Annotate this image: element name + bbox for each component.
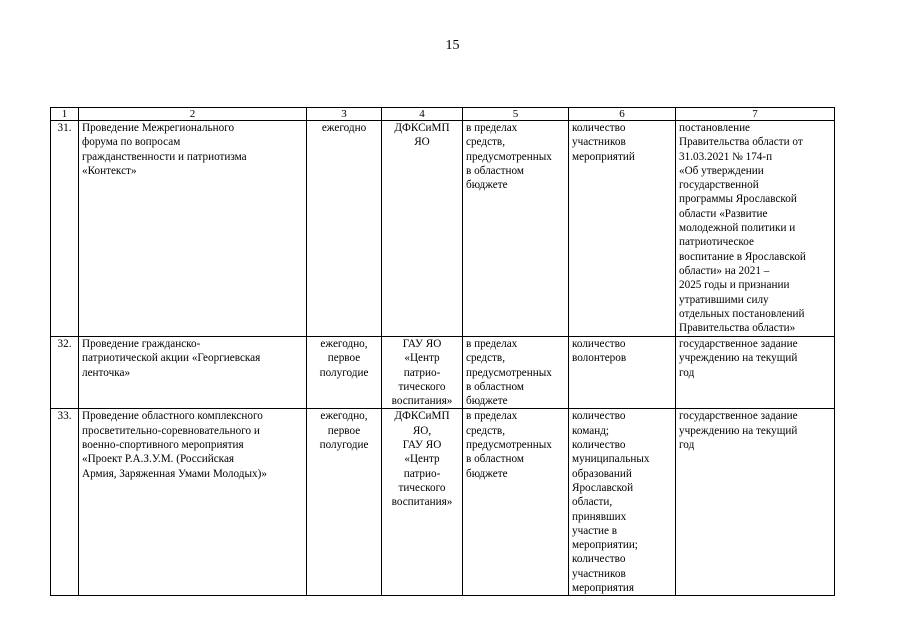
cell-text-line: количество (572, 338, 626, 350)
cell-text-line: количество (572, 553, 626, 566)
basis-cell (676, 409, 835, 596)
row-number-cell: 31. (51, 121, 79, 337)
cell-text-line: военно-спортивного мероприятия (82, 439, 244, 452)
cell-text-line: воспитание в Ярославской (679, 250, 806, 263)
cell-text-line: муниципальных (572, 453, 650, 466)
cell-text-line: ДФКСиМП (394, 122, 450, 134)
executor-cell (382, 121, 463, 337)
cell-text-line: ЯО, (412, 424, 432, 437)
cell-text-line: «Центр (404, 352, 440, 365)
cell-text-line: средств, (466, 352, 506, 365)
cell-text-line: отдельных постановлений (679, 307, 805, 320)
cell-text-line: Проведение гражданско- (82, 338, 201, 350)
cell-text-line: учреждению на текущий (679, 424, 798, 437)
executor-cell (382, 337, 463, 409)
cell-text-line: количество (572, 410, 626, 423)
cell-text-line: бюджете (466, 467, 508, 480)
cell-text-line: в областном (466, 380, 524, 393)
cell-text-line: области» на 2021 – (679, 264, 770, 277)
cell-text-line: ленточка» (82, 366, 131, 379)
event-name-cell (79, 409, 307, 596)
cell-text-line: участие в (572, 524, 618, 537)
period-cell (307, 121, 382, 337)
events-table (50, 107, 835, 596)
cell-text-line: команд; (572, 424, 610, 437)
indicator-cell (569, 337, 676, 409)
cell-text-line: бюджете (466, 179, 508, 192)
cell-text-line: Правительства области» (679, 322, 796, 335)
col-header-5: 5 (463, 108, 569, 121)
cell-text-line: количество (572, 439, 626, 452)
cell-text-line: в областном (466, 164, 524, 177)
cell-text-line: молодежной политики и (679, 222, 796, 235)
cell-text-line: мероприятия (572, 582, 634, 595)
cell-text-line: средств, (466, 136, 506, 149)
cell-text-line: «Проект Р.А.З.У.М. (Российская (82, 453, 235, 466)
col-header-4: 4 (382, 108, 463, 121)
cell-text-line: области «Развитие (679, 207, 768, 220)
event-name-cell (79, 337, 307, 409)
cell-text-line: полугодие (319, 366, 369, 379)
cell-text-line: тического (398, 380, 446, 393)
cell-text-line: «Об утверждении (679, 164, 764, 177)
basis-cell (676, 121, 835, 337)
cell-text-line: постановление (679, 122, 751, 134)
cell-text-line: патрио- (403, 366, 441, 379)
cell-text-line: ежегодно, (320, 338, 368, 350)
cell-text-line: полугодие (319, 439, 369, 452)
cell-text-line: средств, (466, 424, 506, 437)
cell-text-line: учреждению на текущий (679, 352, 798, 365)
cell-text-line: мероприятий (572, 150, 635, 163)
col-header-3: 3 (307, 108, 382, 121)
cell-text-line: Армия, Заряженная Умами Молодых)» (82, 467, 267, 480)
cell-text-line: ежегодно, (320, 410, 368, 423)
cell-text-line: предусмотренных (466, 366, 552, 379)
cell-text-line: первое (327, 424, 361, 437)
col-header-1: 1 (51, 108, 79, 121)
cell-text-line: ДФКСиМП (394, 410, 450, 423)
event-name-cell (79, 121, 307, 337)
executor-cell (382, 409, 463, 596)
cell-text-line: форума по вопросам (82, 136, 181, 149)
cell-text-line: образований (572, 467, 632, 480)
cell-text-line: бюджете (466, 395, 508, 408)
cell-text-line: принявших (572, 510, 627, 523)
cell-text-line: воспитания» (391, 395, 453, 408)
cell-text-line: области, (572, 496, 613, 509)
funding-cell (463, 409, 569, 596)
period-cell (307, 409, 382, 596)
table-row (51, 409, 835, 596)
cell-text-line: ежегодно (321, 122, 367, 134)
cell-text-line: предусмотренных (466, 439, 552, 452)
cell-text-line: Правительства области от (679, 136, 803, 149)
cell-text-line: утратившими силу (679, 293, 769, 306)
cell-text-line: участников (572, 567, 626, 580)
cell-text-line: патриотическое (679, 236, 754, 249)
cell-text-line: 31.03.2021 № 174-п (679, 150, 773, 163)
cell-text-line: ГАУ ЯО (402, 439, 442, 452)
cell-text-line: ГАУ ЯО (402, 338, 442, 350)
table-header-row (51, 108, 835, 121)
cell-text-line: первое (327, 352, 361, 365)
table-row (51, 121, 835, 337)
cell-text-line: «Центр (404, 453, 440, 466)
cell-text-line: государственное задание (679, 338, 798, 350)
cell-text-line: Проведение Межрегионального (82, 122, 235, 134)
cell-text-line: участников (572, 136, 626, 149)
cell-text-line: волонтеров (572, 352, 627, 365)
funding-cell (463, 337, 569, 409)
cell-text-line: количество (572, 122, 626, 134)
cell-text-line: государственной (679, 179, 759, 192)
page-number: 15 (445, 38, 460, 53)
indicator-cell (569, 409, 676, 596)
col-header-2: 2 (79, 108, 307, 121)
cell-text-line: в пределах (466, 122, 518, 134)
cell-text-line: ЯО (414, 136, 430, 149)
row-number-cell: 32. (51, 337, 79, 409)
cell-text-line: в пределах (466, 338, 518, 350)
cell-text-line: мероприятии; (572, 539, 638, 552)
col-header-6: 6 (569, 108, 676, 121)
funding-cell (463, 121, 569, 337)
cell-text-line: воспитания» (391, 496, 453, 509)
cell-text-line: государственное задание (679, 410, 798, 423)
cell-text-line: Проведение областного комплексного (82, 410, 263, 423)
cell-text-line: год (679, 439, 695, 452)
indicator-cell (569, 121, 676, 337)
cell-text-line: «Контекст» (82, 164, 137, 177)
period-cell (307, 337, 382, 409)
basis-cell (676, 337, 835, 409)
col-header-7: 7 (676, 108, 835, 121)
cell-text-line: 2025 годы и признании (679, 279, 790, 292)
cell-text-line: в пределах (466, 410, 518, 423)
cell-text-line: патрио- (403, 467, 441, 480)
cell-text-line: Ярославской (572, 481, 634, 494)
cell-text-line: просветительно-соревновательного и (82, 424, 260, 437)
cell-text-line: гражданственности и патриотизма (82, 150, 247, 163)
cell-text-line: программы Ярославской (679, 193, 797, 206)
cell-text-line: предусмотренных (466, 150, 552, 163)
table-row (51, 337, 835, 409)
cell-text-line: в областном (466, 453, 524, 466)
cell-text-line: год (679, 366, 695, 379)
cell-text-line: тического (398, 481, 446, 494)
cell-text-line: патриотической акции «Георгиевская (82, 352, 261, 365)
row-number-cell: 33. (51, 409, 79, 596)
